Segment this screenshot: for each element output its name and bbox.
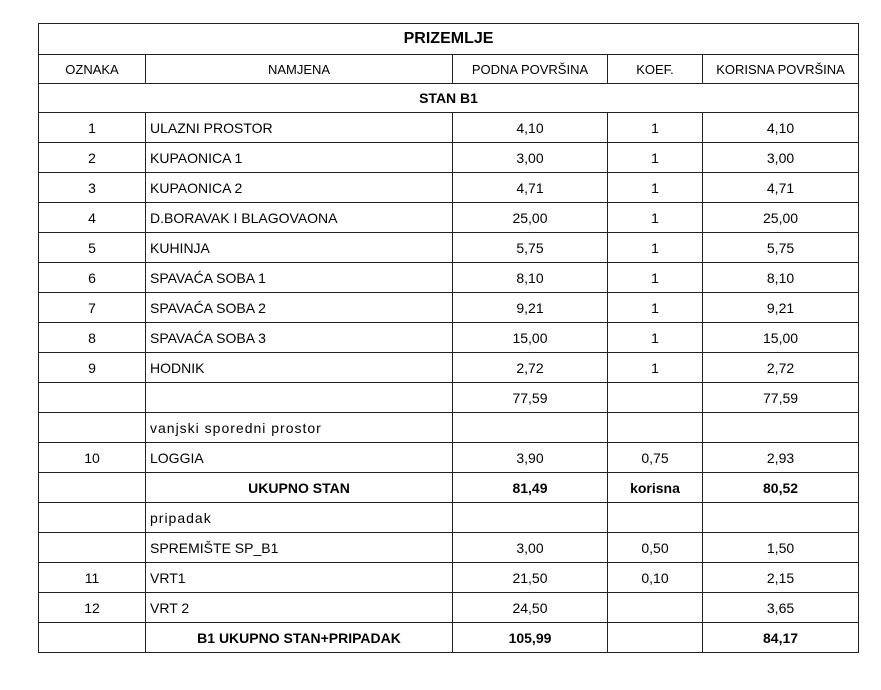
cell-namjena: UKUPNO STAN bbox=[146, 473, 453, 503]
cell-oznaka: 1 bbox=[39, 113, 146, 143]
cell-namjena: KUHINJA bbox=[146, 233, 453, 263]
table-row bbox=[39, 113, 859, 143]
cell-namjena: SPAVAĆA SOBA 1 bbox=[146, 263, 453, 293]
table-row bbox=[39, 353, 859, 383]
cell-oznaka: 12 bbox=[39, 593, 146, 623]
table-row bbox=[39, 263, 859, 293]
cell-oznaka: 5 bbox=[39, 233, 146, 263]
cell-namjena: SPREMIŠTE SP_B1 bbox=[146, 533, 453, 563]
cell-korisna-povrsina: 3,65 bbox=[703, 593, 859, 623]
cell-podna-povrsina: 25,00 bbox=[453, 203, 608, 233]
cell-podna-povrsina: 21,50 bbox=[453, 563, 608, 593]
cell-oznaka: 2 bbox=[39, 143, 146, 173]
cell-koef bbox=[608, 623, 703, 653]
cell-namjena: SPAVAĆA SOBA 3 bbox=[146, 323, 453, 353]
cell-oznaka: 8 bbox=[39, 323, 146, 353]
cell-oznaka: 6 bbox=[39, 263, 146, 293]
cell-podna-povrsina: 3,00 bbox=[453, 533, 608, 563]
cell-podna-povrsina bbox=[453, 503, 608, 533]
cell-podna-povrsina: 81,49 bbox=[453, 473, 608, 503]
header-korisna-povrsina: KORISNA POVRŠINA bbox=[703, 55, 859, 84]
cell-koef: 1 bbox=[608, 113, 703, 143]
cell-koef: korisna bbox=[608, 473, 703, 503]
cell-oznaka: 4 bbox=[39, 203, 146, 233]
cell-koef: 1 bbox=[608, 293, 703, 323]
table-row bbox=[39, 323, 859, 353]
cell-namjena: SPAVAĆA SOBA 2 bbox=[146, 293, 453, 323]
cell-koef: 1 bbox=[608, 143, 703, 173]
header-namjena: NAMJENA bbox=[146, 55, 453, 84]
cell-korisna-povrsina: 3,00 bbox=[703, 143, 859, 173]
cell-oznaka: 9 bbox=[39, 353, 146, 383]
cell-namjena: D.BORAVAK I BLAGOVAONA bbox=[146, 203, 453, 233]
header-row bbox=[39, 55, 859, 84]
cell-podna-povrsina: 9,21 bbox=[453, 293, 608, 323]
cell-oznaka: 10 bbox=[39, 443, 146, 473]
cell-koef: 1 bbox=[608, 353, 703, 383]
cell-podna-povrsina: 3,00 bbox=[453, 143, 608, 173]
cell-namjena: KUPAONICA 2 bbox=[146, 173, 453, 203]
cell-koef: 0,10 bbox=[608, 563, 703, 593]
cell-podna-povrsina: 5,75 bbox=[453, 233, 608, 263]
cell-oznaka: 11 bbox=[39, 563, 146, 593]
cell-podna-povrsina: 105,99 bbox=[453, 623, 608, 653]
table-row bbox=[39, 593, 859, 623]
table-row bbox=[39, 143, 859, 173]
cell-podna-povrsina: 4,71 bbox=[453, 173, 608, 203]
cell-korisna-povrsina: 25,00 bbox=[703, 203, 859, 233]
cell-namjena: KUPAONICA 1 bbox=[146, 143, 453, 173]
cell-korisna-povrsina: 15,00 bbox=[703, 323, 859, 353]
cell-oznaka bbox=[39, 533, 146, 563]
table-title: PRIZEMLJE bbox=[39, 24, 859, 55]
cell-koef: 1 bbox=[608, 263, 703, 293]
cell-koef: 0,75 bbox=[608, 443, 703, 473]
cell-namjena: B1 UKUPNO STAN+PRIPADAK bbox=[146, 623, 453, 653]
cell-namjena: VRT1 bbox=[146, 563, 453, 593]
cell-namjena bbox=[146, 383, 453, 413]
cell-namjena: LOGGIA bbox=[146, 443, 453, 473]
table-row bbox=[39, 293, 859, 323]
table-row bbox=[39, 233, 859, 263]
area-table bbox=[38, 23, 859, 653]
section-row bbox=[39, 84, 859, 113]
cell-podna-povrsina: 3,90 bbox=[453, 443, 608, 473]
cell-korisna-povrsina: 84,17 bbox=[703, 623, 859, 653]
cell-korisna-povrsina bbox=[703, 503, 859, 533]
cell-korisna-povrsina: 2,15 bbox=[703, 563, 859, 593]
cell-koef bbox=[608, 383, 703, 413]
cell-korisna-povrsina: 9,21 bbox=[703, 293, 859, 323]
cell-podna-povrsina: 4,10 bbox=[453, 113, 608, 143]
cell-koef: 1 bbox=[608, 173, 703, 203]
cell-podna-povrsina: 2,72 bbox=[453, 353, 608, 383]
cell-podna-povrsina: 24,50 bbox=[453, 593, 608, 623]
cell-namjena: vanjski sporedni prostor bbox=[146, 413, 453, 443]
cell-namjena: VRT 2 bbox=[146, 593, 453, 623]
cell-podna-povrsina: 15,00 bbox=[453, 323, 608, 353]
table-row bbox=[39, 413, 859, 443]
cell-oznaka bbox=[39, 473, 146, 503]
total-row bbox=[39, 473, 859, 503]
cell-korisna-povrsina: 2,93 bbox=[703, 443, 859, 473]
header-podna-povrsina: PODNA POVRŠINA bbox=[453, 55, 608, 84]
cell-oznaka bbox=[39, 413, 146, 443]
cell-oznaka bbox=[39, 503, 146, 533]
table-row bbox=[39, 443, 859, 473]
cell-koef: 0,50 bbox=[608, 533, 703, 563]
cell-koef bbox=[608, 503, 703, 533]
cell-korisna-povrsina: 1,50 bbox=[703, 533, 859, 563]
table-row bbox=[39, 203, 859, 233]
cell-oznaka: 3 bbox=[39, 173, 146, 203]
cell-korisna-povrsina: 4,10 bbox=[703, 113, 859, 143]
table-title-row bbox=[39, 24, 859, 55]
table-row bbox=[39, 533, 859, 563]
total-row bbox=[39, 623, 859, 653]
cell-koef bbox=[608, 593, 703, 623]
cell-korisna-povrsina bbox=[703, 413, 859, 443]
cell-korisna-povrsina: 80,52 bbox=[703, 473, 859, 503]
cell-oznaka bbox=[39, 623, 146, 653]
cell-korisna-povrsina: 4,71 bbox=[703, 173, 859, 203]
cell-namjena: ULAZNI PROSTOR bbox=[146, 113, 453, 143]
cell-korisna-povrsina: 5,75 bbox=[703, 233, 859, 263]
table-row bbox=[39, 503, 859, 533]
section-title: STAN B1 bbox=[39, 84, 859, 113]
header-oznaka: OZNAKA bbox=[39, 55, 146, 84]
cell-podna-povrsina bbox=[453, 413, 608, 443]
cell-namjena: pripadak bbox=[146, 503, 453, 533]
cell-oznaka: 7 bbox=[39, 293, 146, 323]
table-row bbox=[39, 563, 859, 593]
cell-podna-povrsina: 77,59 bbox=[453, 383, 608, 413]
cell-korisna-povrsina: 77,59 bbox=[703, 383, 859, 413]
cell-koef: 1 bbox=[608, 323, 703, 353]
header-koef: KOEF. bbox=[608, 55, 703, 84]
cell-koef: 1 bbox=[608, 233, 703, 263]
cell-namjena: HODNIK bbox=[146, 353, 453, 383]
cell-koef bbox=[608, 413, 703, 443]
cell-koef: 1 bbox=[608, 203, 703, 233]
cell-korisna-povrsina: 8,10 bbox=[703, 263, 859, 293]
cell-oznaka bbox=[39, 383, 146, 413]
cell-korisna-povrsina: 2,72 bbox=[703, 353, 859, 383]
table-row bbox=[39, 173, 859, 203]
table-row bbox=[39, 383, 859, 413]
cell-podna-povrsina: 8,10 bbox=[453, 263, 608, 293]
